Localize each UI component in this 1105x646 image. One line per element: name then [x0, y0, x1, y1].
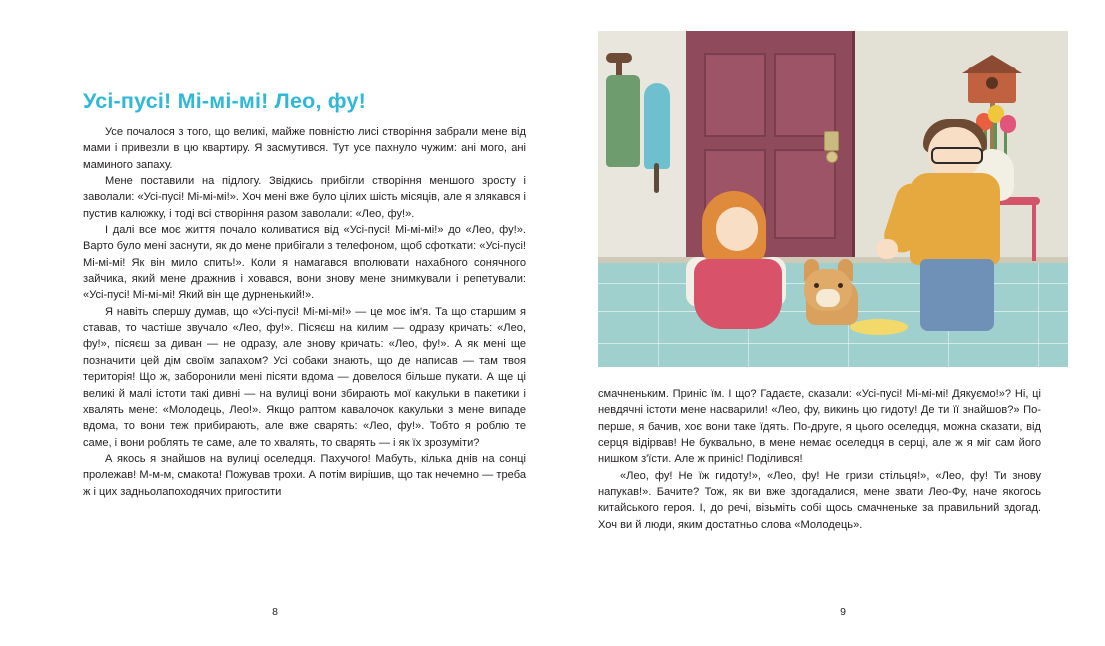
blue-umbrella	[644, 83, 670, 169]
umbrella-handle	[654, 163, 659, 193]
boy-jeans	[920, 259, 994, 331]
dog-eye	[838, 283, 843, 288]
paragraph: «Лео, фу! Не їж гидоту!», «Лео, фу! Не гризи стільця!», «Лео, фу! Ти знову напукав!». Бачите? Тож, як ви вже здогадалися, мене звати Лео-Фу, наче якогось китайського героя. І, до речі, візьміть собі щось смачненьке за правильний здогад. Хоч ви й люди, яким достатньо слова «Молодець».	[598, 469, 1041, 531]
chapter-title: Усі-пусі! Мі-мі-мі! Лео, фу!	[83, 89, 367, 114]
boy-hand	[876, 239, 898, 259]
left-page	[0, 0, 552, 646]
girl-face	[716, 207, 758, 251]
door-panel	[774, 53, 836, 137]
door-panel	[704, 53, 766, 137]
page-number-right: 9	[840, 606, 846, 618]
hallway-scene-illustration	[598, 31, 1068, 367]
page-number-left: 8	[272, 606, 278, 618]
left-page-body	[83, 124, 526, 500]
birdhouse-roof	[962, 55, 1022, 73]
floor-line	[1038, 263, 1039, 367]
floor-line	[658, 263, 659, 367]
paragraph: Усе почалося з того, що великі, майже повністю лисі створіння забрали мене від мами і привезли в цю квартиру. Я засмутився. Тут усе пахнуло чужим: ані мого, ані маминого запаху.	[83, 126, 526, 171]
glasses-icon	[931, 147, 983, 164]
paragraph: І далі все моє життя почало коливатися від «Усі-пусі! Мі-мі-мі!» до «Лео, фу!». Варто було мені заснути, як до мене прибігали з телефоном, щоб сфоткати: «Усі-пусі! Мі-мі-мі! Як він мило спить!». Коли я намагався вполювати нахабного сонячного зайчика, який мене дражнив і ховався, вони знову мене знимкували і репетували: «Усі-пусі! Мі-мі-мі! Який він ще дурненький!».	[83, 224, 526, 302]
yellow-puddle	[850, 319, 908, 335]
paragraph: смачненьким. Приніс їм. І що? Гадаєте, сказали: «Усі-пусі! Мі-мі-мі! Дякуємо!»? Ні, ці невдячні істоти мене насварили! «Лео, фу, викинь цю гидоту! Де ти її знайшов?» По-перше, я бачив, хоє вони таке їдять. По-друге, я цього оселедця, можна сказати, від серця відірвав! Не буквально, в мене немає оселедця в серці, але ж я міг сам його нишком з'їсти. Але ж приніс! Поділився!	[598, 388, 1041, 466]
flower	[1000, 115, 1016, 133]
paragraph: Я навіть спершу думав, що «Усі-пусі! Мі-мі-мі!» — це моє ім'я. Та що старшим я ставав, то частіше звучало «Лео, фу!». Пісяєш на килим — одразу кричать: «Лео, фу!», пісяєш за диван — не одразу, але знову кричать: «Лео, фу!». А як мені ще позначити цей дім своїм запахом? Усі собаки знають, що де написав — там твоя територія! Що ж, заборонили мені пісяти вдома — довелося більше пукати. А ще ці великі й малі істоти такі дивні — на вулиці вони збирають мої какульки в пакетики і хвалять мене: «Молодець, Лео!». Якщо раптом кавалочок какульки з мене випаде вдома, то вони теж прибирають, але вже сварять: «Лео, фу!». Тобто я роблю те саме, і вони роблять те саме, але то хвалять, то сварять — і як їх зрозуміти?	[83, 305, 526, 449]
table-leg	[1032, 203, 1036, 261]
door-lock-icon	[824, 131, 839, 151]
paragraph: А якось я знайшов на вулиці оселедця. Пахучого! Мабуть, кілька днів на сонці пролежав! М-м-м, смакота! Пожував трохи. А потім вирішив, що так нечемно — треба ж і цих задньолапоходячих пригостити	[83, 452, 526, 498]
green-coat	[606, 75, 640, 167]
dog-eye	[814, 283, 819, 288]
birdhouse-hole	[986, 77, 998, 89]
door-knob-icon	[826, 151, 838, 163]
girl-dress	[694, 259, 782, 329]
paragraph: Мене поставили на підлогу. Звідкись прибігли створіння меншого зросту і заволали: «Усі-пусі! Мі-мі-мі!». Хоч мені вже було цілих шість місяців, але я злякався і пустив калюжку, і тоді всі створіння разом заволали: «Лео, фу!».	[83, 175, 526, 220]
door-panel	[774, 149, 836, 239]
right-page-body	[598, 386, 1041, 533]
floor-line	[598, 343, 1068, 344]
dog-muzzle	[816, 289, 840, 307]
right-page	[553, 0, 1105, 646]
